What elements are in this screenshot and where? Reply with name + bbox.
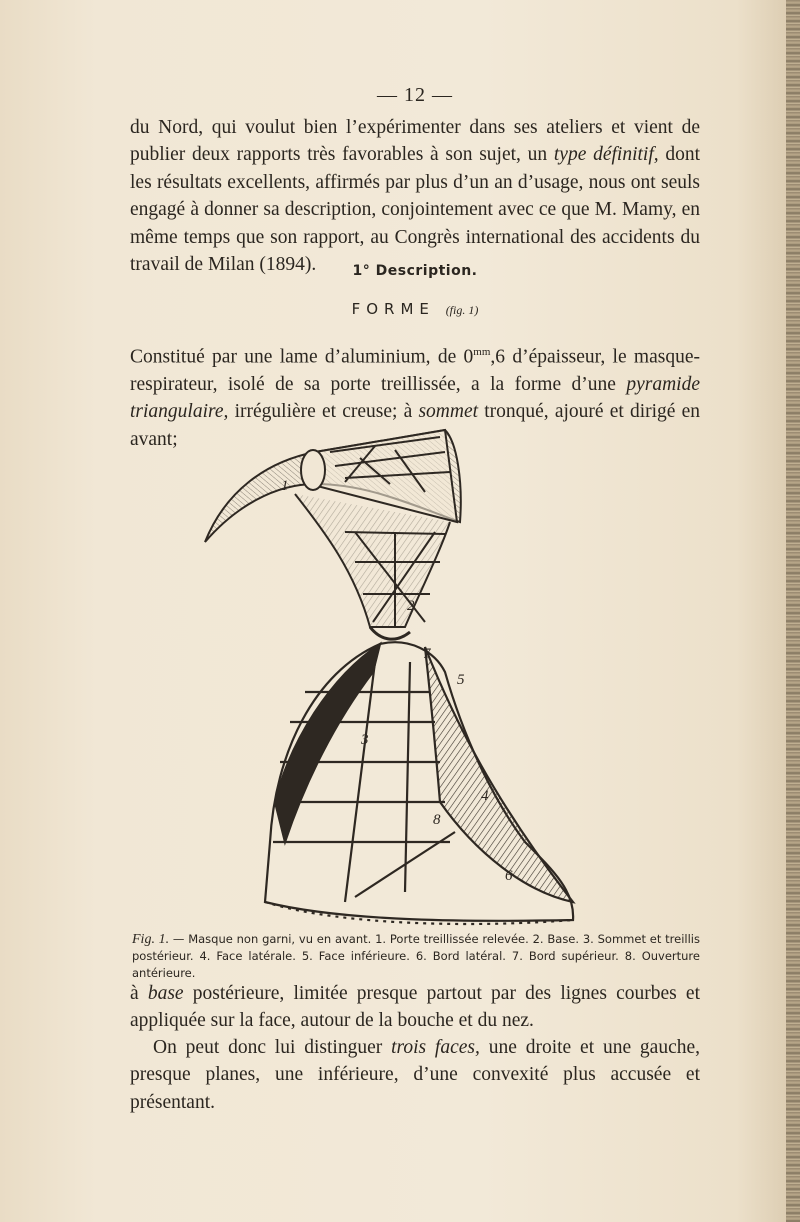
figure-label-8: 8 [433, 812, 441, 828]
figure-caption [132, 931, 700, 982]
figure-caption-label: Fig. 1. [132, 932, 170, 947]
subheading [0, 300, 800, 318]
figure-label-3: 3 [361, 732, 369, 748]
page-number: — 12 — [377, 84, 453, 106]
figure-label-4: 4 [481, 788, 489, 804]
figure-label-6: 6 [505, 868, 513, 884]
upper-lattice [295, 494, 450, 639]
figure-label-7: 7 [423, 646, 431, 662]
paragraph-3: à base postérieure, limitée presque partout par des lignes courbes et appliquée sur la face, autour de la bouche et du nez. [130, 983, 700, 1032]
subheading-figure-ref: (fig. 1) [445, 303, 479, 317]
figure-label-2: 2 [407, 598, 415, 614]
mask-body [265, 642, 573, 924]
figure-label-1: 1 [281, 478, 289, 494]
subheading-title: FORME [351, 300, 435, 318]
section-heading: 1° Description. [352, 263, 478, 279]
figure-caption-text: — Masque non garni, vu en avant. 1. Porte treillissée relevée. 2. Base. 3. Sommet et treillis postérieur. 4. Face latérale. 5. Face inférieure. 6. Bord latéral. 7. Bord supérieur. 8. Ouverture antérieure. [132, 932, 700, 980]
mask-figure [195, 422, 585, 934]
paragraph-1: du Nord, qui voulut bien l’expérimenter dans ses ateliers et vient de publier deux rapports très favorables à son sujet, un type définitif, dont les résultats excellents, affirmés par plus d’un an d’usage, nous ont seuls engagé à donner sa description, conjointement avec ce que M. Mamy, en même temps que son rapport, au Congrès international des accidents du travail de Milan (1894). [130, 117, 701, 276]
paragraph-4: On peut donc lui distinguer trois faces, une droite et une gauche, presque planes, une inférieure, d’une convexité plus accusée et présentant. [130, 1037, 701, 1113]
page-edge [786, 0, 800, 1222]
paragraph-2: Constitué par une lame d’aluminium, de $0^{mm},6$ d’épaisseur, le masque-respirateur, isolé de sa porte treillissée, a la forme d’une pyramide triangulaire, irrégulière et creuse; à sommet tronqué, ajouré et dirigé en avant; [130, 346, 701, 450]
figure-label-5: 5 [457, 672, 465, 688]
